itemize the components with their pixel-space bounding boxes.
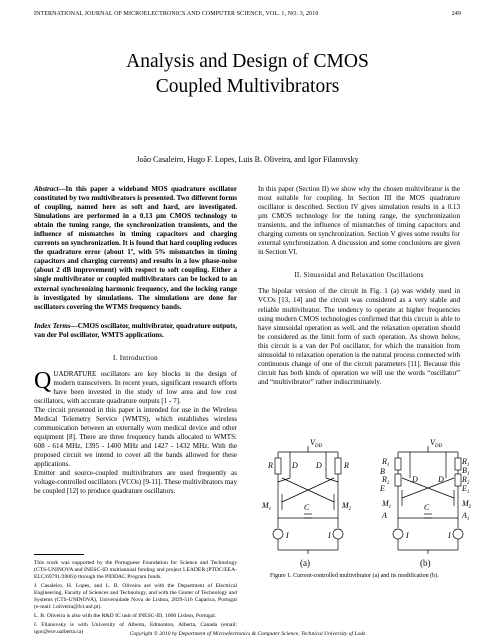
label-m2-b: $M_2$	[462, 499, 472, 510]
vdd-label-b: $V_{DD}$	[430, 438, 443, 449]
label-b-caption: (b)	[420, 558, 431, 568]
footnotes	[34, 560, 237, 638]
label-e1-right: $E_1$	[462, 484, 470, 495]
journal-name: INTERNATIONAL JOURNAL OF MICROELECTRONICS AND COMPUTER SCIENCE, VOL. 1, NO. 3, 2010	[34, 11, 319, 17]
label-r1-right-b: $R_1$	[462, 457, 470, 468]
right-paragraph-1: In this paper (Section II) we show why the chosen multivibrator is the most suitable for coupling. In Section III the MOS quadrature oscillator is described. Section IV gives simulation results in a 0.13 µm CMOS technology for the tuning range, the synchronization transients, and the influence of mismatches of timing capacitors and charging currents on synchronization. Section V gives some results for external synchronization. A discussion and some conclusions are given in Section VI.	[258, 185, 460, 257]
footnote-rule	[34, 554, 84, 555]
label-i-right-a: I	[328, 531, 331, 540]
page-number: 249	[451, 11, 461, 17]
label-r2-left-b: $R_2$	[382, 475, 390, 486]
label-a1-right: $A_1$	[462, 511, 470, 522]
label-r1-left-b: $R_1$	[382, 457, 390, 468]
section-2-heading: II. Sinusoidal and Relaxation Oscillations	[294, 271, 424, 280]
author-list: João Casaleiro, Hugo F. Lopes, Luis B. Oliveira, and Igor Filanovsky	[136, 155, 359, 164]
paper-title	[0, 49, 495, 99]
label-i-right-b: I	[448, 531, 451, 540]
footnote-affiliation-2: L. B. Oliveira is also with the R&D IC unit of INESC-ID, 1000 Lisbon, Portugal.	[34, 613, 217, 619]
footnote-funding: This work was supported by the Portuguese Foundation for Science and Technology (CTS-UNINOVA and INESC-ID multiannual funding and project LEADER (PTDC/EEA-ELC/69791/2006)) through the PIDDAC Program funds.	[34, 560, 237, 580]
intro-paragraph-3: Emitter and source-coupled multivibrators are used frequently as voltage-controlled oscillators (VCOs) [9-11]. These multivibrators may be coupled [12] to produce quadrature oscillators.	[34, 469, 237, 496]
right-column	[258, 185, 460, 387]
index-terms-text: CMOS oscillator, multivibrator, quadrature outputs, van der Pol oscillator, WMTS applications.	[34, 321, 237, 339]
abstract-text: In this paper a wideband MOS quadrature oscillator constituted by two multivibrators is presented. Two different forms of coupling, named here as soft and hard, are investigated. Simulations are performed in a 0.13 µm CMOS technology to obtain the tuning range, the synchronization transients, and the influence of mismatches in timing capacitors and charging currents on synchronization. It is found that hard coupling reduces the quadrature error (about 1º, with 5% mismatches in timing capacitors and charging currents) and results in a low phase-noise (about 2 dB improvement) with respect to soft coupling. Either a single multivibrator or coupled multivibrators can be locked to an external synchronizing harmonic frequency, and the locking range is investigated by simulations. The simulations are done for oscillators covering the WTMS frequency bands.	[34, 185, 238, 311]
figure-1-circuit	[258, 438, 473, 578]
label-d-left-b: D	[412, 475, 418, 484]
intro-paragraph-1	[34, 367, 237, 406]
label-a-left: A	[382, 511, 387, 520]
label-d-right-b: D	[438, 475, 444, 484]
label-i-left-b: I	[406, 531, 409, 540]
abstract-label: Abstract—	[34, 185, 66, 193]
footnote-affiliation-1: J. Casaleiro, H. Lopes, and L. B. Oliveira are with the Department of Electrical Engineering, Faculty of Sciences and Technology, and with the Center of Technology and Systems (CTS-UNINOVA), Universidade Nova de Lisboa, 2829-516 Caparica, Portugal (e-mail: l.oliveira@fct.unl.pt).	[34, 583, 237, 610]
abstract	[34, 185, 237, 312]
label-b-left: B	[380, 467, 385, 476]
label-m2-a: $M_2$	[342, 501, 352, 512]
vdd-label-a: $V_{DD}$	[310, 438, 323, 449]
right-paragraph-2: The bipolar version of the circuit in Fig. 1 (a) was widely used in VCOs [13, 14] and the circuit was considered as a very stable and reliable multivibrator. The tendency to operate at higher frequencies using modern CMOS technologies confirmed that this circuit is able to have sinusoidal operation as well, and the relaxation operation should be considered as the limit form of such operation. As shown below, this circuit is a van der Pol oscillator, for which the transition from sinusoidal to relaxation operation is the natural process connected with continuous change of one of the circuit parameters [11]. Because this circuit has both kinds of operation we will use the words “oscillator” and “multivibrator” rather indiscriminately.	[258, 287, 460, 386]
label-m1-a: $M_1$	[262, 501, 272, 512]
label-r2-right-b: $R_2$	[462, 475, 470, 486]
label-d-right-a: D	[316, 461, 322, 470]
copyright-footer: Copyright © 2010 by Department of Microelectronics & Computer Science, Technical University of Lodz	[129, 631, 366, 637]
index-terms-label: Index Terms—	[34, 321, 78, 330]
running-header	[34, 11, 461, 17]
title-line-1: Analysis and Design of CMOS	[126, 51, 369, 72]
label-c-b: C	[424, 503, 430, 512]
left-column	[34, 185, 237, 496]
label-c-a: C	[304, 503, 310, 512]
intro-paragraph-1-text: UADRATURE oscillators are key blocks in the design of modern transceivers. In recent years, significant research efforts have been invested in the study of low area and low cost oscillators, with accurate quadrature outputs [1 - 7].	[34, 369, 237, 405]
label-m1-b: $M_1$	[382, 499, 392, 510]
label-r-left-a: R	[268, 461, 273, 470]
label-d-left-a: D	[292, 461, 298, 470]
label-b1-right: $B_1$	[462, 466, 470, 477]
label-e-left: E	[380, 484, 385, 493]
label-a-caption: (a)	[300, 558, 310, 568]
intro-paragraph-2: The circuit presented in this paper is intended for use in the Wireless Medical Telemetry Service (WMTS), which establishes wireless communication between an externally worn medical device and other equipment [8]. There are three frequency bands allocated to WMTS: 608 - 614 MHz, 1395 - 1400 MHz and 1427 - 1432 MHz. With the proposed circuit we intend to cover all the bands allowed for these applications.	[34, 405, 237, 469]
title-line-2: Coupled Multivibrators	[155, 76, 340, 97]
section-1-heading: I. Introduction	[113, 353, 158, 362]
figure-caption: Figure 1. Current-controlled multivibrator (a) and its modification (b).	[270, 573, 439, 579]
index-terms	[34, 322, 237, 340]
drop-cap: Q	[34, 367, 52, 394]
label-i-left-a: I	[286, 531, 289, 540]
footnote-affiliation-3: I. Filanovsky is with University of Alberta, Edmonton, Alberta, Canada (email: igor@ece.ualberta.ca)	[34, 622, 237, 635]
label-r-right-a: R	[344, 461, 349, 470]
